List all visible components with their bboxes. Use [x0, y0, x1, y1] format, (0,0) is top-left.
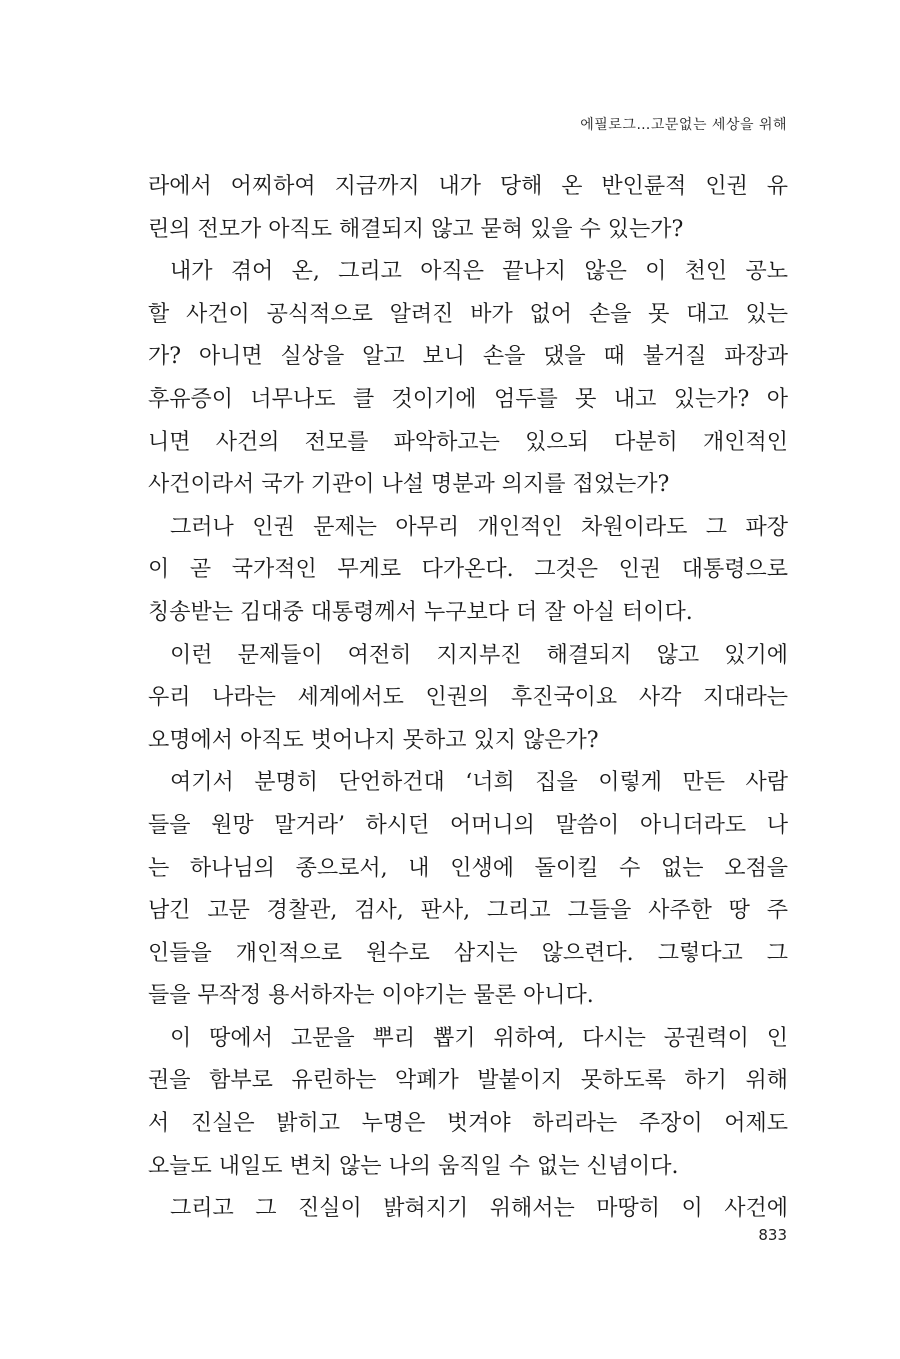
text-line: 라에서 어찌하여 지금까지 내가 당해 온 반인륜적 인권 유 [148, 174, 788, 199]
running-head: 에필로그…고문없는 세상을 위해 [580, 117, 787, 133]
text-line: 오명에서 아직도 벗어나지 못하고 있지 않은가? [148, 727, 599, 753]
text-line: 사건이라서 국가 기관이 나설 명분과 의지를 접었는가? [148, 472, 670, 498]
text-line: 서 진실은 밝히고 누명은 벗겨야 하리라는 주장이 어제도 [148, 1111, 788, 1137]
text-line: 후유증이 너무나도 클 것이기에 엄두를 못 내고 있는가? 아 [148, 386, 788, 412]
text-line: 는 하나님의 종으로서, 내 인생에 돌이킬 수 없는 오점을 [148, 855, 788, 881]
text-line: 권을 함부로 유린하는 악폐가 발붙이지 못하도록 하기 위해 [148, 1068, 788, 1094]
text-line: 우리 나라는 세계에서도 인권의 후진국이요 사각 지대라는 [148, 685, 788, 711]
text-line: 인들을 개인적으로 원수로 삼지는 않으련다. 그렇다고 그 [148, 940, 788, 966]
text-line: 들을 원망 말거라’ 하시던 어머니의 말씀이 아니더라도 나 [148, 812, 788, 838]
text-line: 린의 전모가 아직도 해결되지 않고 묻혀 있을 수 있는가? [148, 216, 684, 242]
text-line: 할 사건이 공식적으로 알려진 바가 없어 손을 못 대고 있는 [148, 301, 788, 327]
text-line: 니면 사건의 전모를 파악하고는 있으되 다분히 개인적인 [148, 429, 788, 455]
text-line: 여기서 분명히 단언하건대 ‘너희 집을 이렇게 만든 사람 [170, 770, 788, 796]
text-line: 남긴 고문 경찰관, 검사, 판사, 그리고 그들을 사주한 땅 주 [148, 898, 788, 924]
text-line: 그리고 그 진실이 밝혀지기 위해서는 마땅히 이 사건에 [170, 1196, 788, 1222]
text-line: 가? 아니면 실상을 알고 보니 손을 댔을 때 불거질 파장과 [148, 344, 788, 370]
text-line: 내가 겪어 온, 그리고 아직은 끝나지 않은 이 천인 공노 [170, 259, 788, 285]
text-line: 이 곧 국가적인 무게로 다가온다. 그것은 인권 대통령으로 [148, 557, 788, 583]
text-line: 이 땅에서 고문을 뿌리 뽑기 위하여, 다시는 공권력이 인 [170, 1025, 788, 1051]
text-line: 들을 무작정 용서하자는 이야기는 물론 아니다. [148, 983, 594, 1009]
body-text [148, 166, 788, 1231]
page-number: 833 [758, 1226, 787, 1244]
text-line: 오늘도 내일도 변치 않는 나의 움직일 수 없는 신념이다. [148, 1153, 679, 1179]
text-line: 칭송받는 김대중 대통령께서 누구보다 더 잘 아실 터이다. [148, 599, 693, 625]
text-line: 이런 문제들이 여전히 지지부진 해결되지 않고 있기에 [170, 642, 788, 668]
text-line: 그러나 인권 문제는 아무리 개인적인 차원이라도 그 파장 [170, 514, 788, 540]
